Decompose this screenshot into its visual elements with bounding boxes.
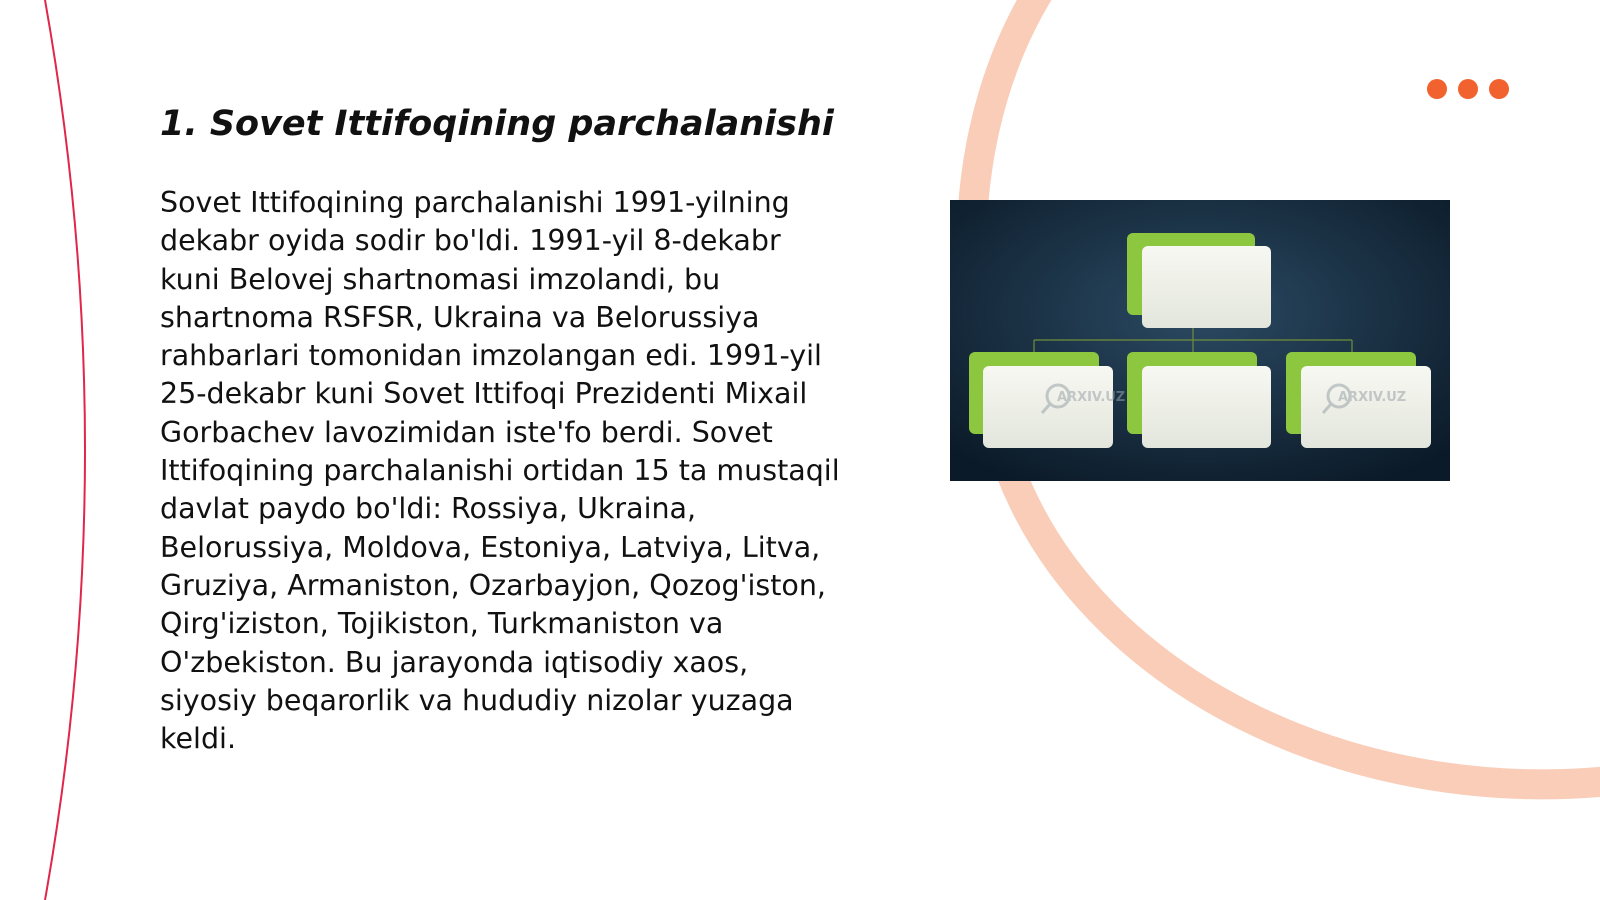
left-edge-curve (45, 0, 85, 900)
watermark-right-text: ARXIV.UZ (1338, 390, 1407, 405)
watermark-left-text: ARXIV.UZ (1057, 390, 1126, 405)
diagram-box-top (1127, 233, 1271, 328)
hierarchy-diagram-image (950, 200, 1450, 481)
diagram-box-middle (1127, 352, 1271, 448)
dot-3 (1489, 79, 1509, 99)
dot-1 (1427, 79, 1447, 99)
dot-2 (1458, 79, 1478, 99)
slide-dots-decoration (1427, 79, 1509, 99)
slide-body-text: Sovet Ittifoqining parchalanishi 1991-yilning dekabr oyida sodir bo'ldi. 1991-yil 8-dekabr kuni Belovej shartnomasi imzolandi, bu shartnoma RSFSR, Ukraina va Belorussiya rahbarlari tomonidan imzolangan edi. 1991-yil 25-dekabr kuni Sovet Ittifoqi Prezidenti Mixail Gorbachev lavozimidan iste'fo berdi. Sovet Ittifoqining parchalanishi ortidan 15 ta mustaqil davlat paydo bo'ldi: Rossiya, Ukraina, Belorussiya, Moldova, Estoniya, Latviya, Litva, Gruziya, Armaniston, Ozarbayjon, Qozog'iston, Qirg'iziston, Tojikiston, Turkmaniston va O'zbekiston. Bu jarayonda iqtisodiy xaos, siyosiy beqarorlik va hududiy nizolar yuzaga keldi. (160, 186, 840, 756)
slide-title: 1. Sovet Ittifoqining parchalanishi (160, 104, 834, 144)
